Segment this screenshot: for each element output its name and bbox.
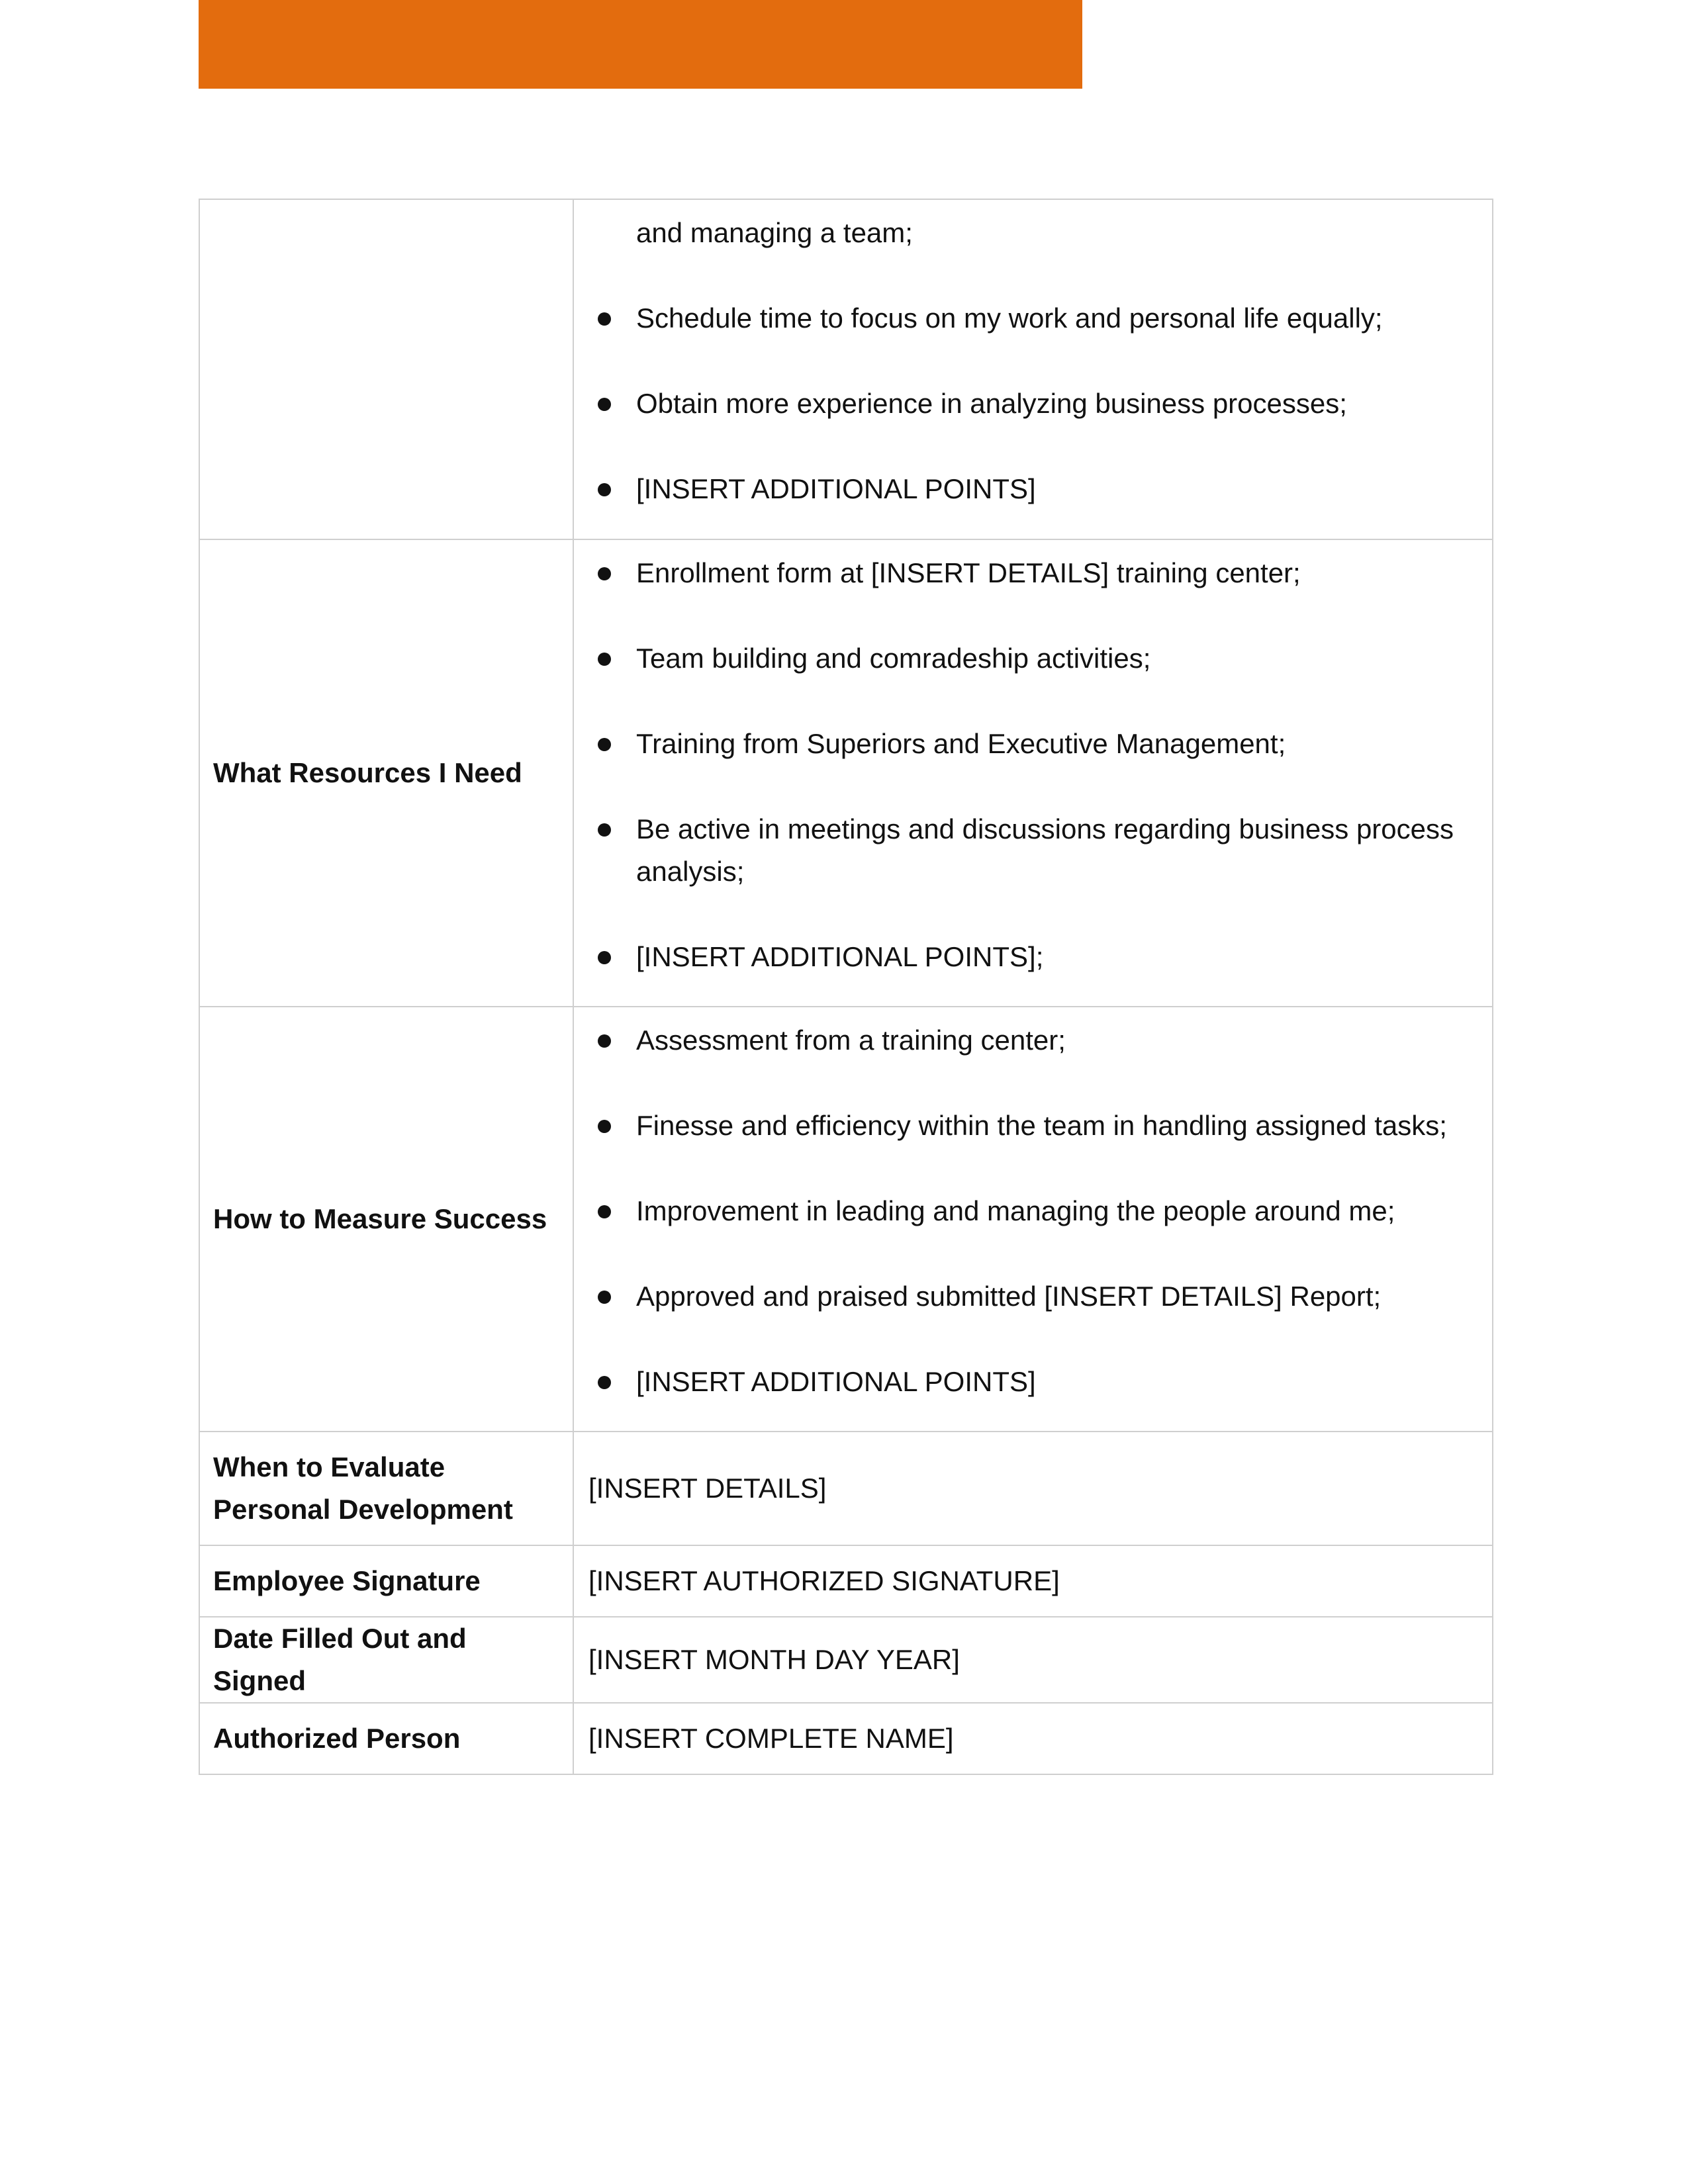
row-label: When to Evaluate Personal Development [199, 1432, 573, 1545]
list-item: and managing a team; [636, 217, 913, 248]
table-row [199, 1617, 1493, 1703]
bullet-icon [598, 483, 611, 496]
row-label: What Resources I Need [199, 539, 573, 1007]
list-item: Finesse and efficiency within the team in handling assigned tasks; [588, 1105, 1477, 1147]
table-row [199, 539, 1493, 1007]
bullet-icon [598, 312, 611, 326]
bullet-icon [598, 653, 611, 666]
bullet-icon [598, 1034, 611, 1048]
table-row [199, 199, 1493, 539]
bullet-icon [598, 738, 611, 751]
row-label: Employee Signature [199, 1545, 573, 1617]
list-item: Improvement in leading and managing the people around me; [588, 1190, 1477, 1232]
table-row [199, 1432, 1493, 1545]
bullet-icon [598, 1291, 611, 1304]
bullet-list [588, 552, 1477, 978]
bullet-icon [598, 951, 611, 964]
list-item: [INSERT ADDITIONAL POINTS] [588, 468, 1477, 510]
bullet-list [588, 212, 1477, 510]
table-row [199, 1703, 1493, 1774]
bullet-icon [598, 398, 611, 411]
table-row [199, 1007, 1493, 1432]
list-item: Enrollment form at [INSERT DETAILS] training center; [588, 552, 1477, 594]
list-item: [INSERT ADDITIONAL POINTS]; [588, 936, 1477, 978]
row-label [199, 199, 573, 539]
bullet-icon [598, 1205, 611, 1218]
row-value: [INSERT MONTH DAY YEAR] [573, 1617, 1493, 1703]
bullet-icon [598, 823, 611, 837]
list-item: [INSERT ADDITIONAL POINTS] [588, 1361, 1477, 1403]
header-accent-bar [199, 0, 1082, 89]
bullet-icon [598, 567, 611, 580]
bullet-icon [598, 1376, 611, 1389]
row-value: [INSERT COMPLETE NAME] [573, 1703, 1493, 1774]
list-item: Approved and praised submitted [INSERT DETAILS] Report; [588, 1275, 1477, 1318]
bullet-icon [598, 1120, 611, 1133]
row-value: [INSERT DETAILS] [573, 1432, 1493, 1545]
list-item: Schedule time to focus on my work and personal life equally; [588, 297, 1477, 340]
row-value [573, 1007, 1493, 1432]
list-item: Assessment from a training center; [588, 1019, 1477, 1062]
row-value: [INSERT AUTHORIZED SIGNATURE] [573, 1545, 1493, 1617]
table-row [199, 1545, 1493, 1617]
row-value [573, 199, 1493, 539]
list-item: Team building and comradeship activities; [588, 637, 1477, 680]
row-value [573, 539, 1493, 1007]
development-plan-table [199, 199, 1493, 1775]
row-label: Authorized Person [199, 1703, 573, 1774]
list-item: Be active in meetings and discussions regarding business process analysis; [588, 808, 1477, 893]
bullet-list [588, 1019, 1477, 1403]
list-item: Obtain more experience in analyzing business processes; [588, 383, 1477, 425]
list-item: Training from Superiors and Executive Management; [588, 723, 1477, 765]
row-label: Date Filled Out and Signed [199, 1617, 573, 1703]
row-label: How to Measure Success [199, 1007, 573, 1432]
